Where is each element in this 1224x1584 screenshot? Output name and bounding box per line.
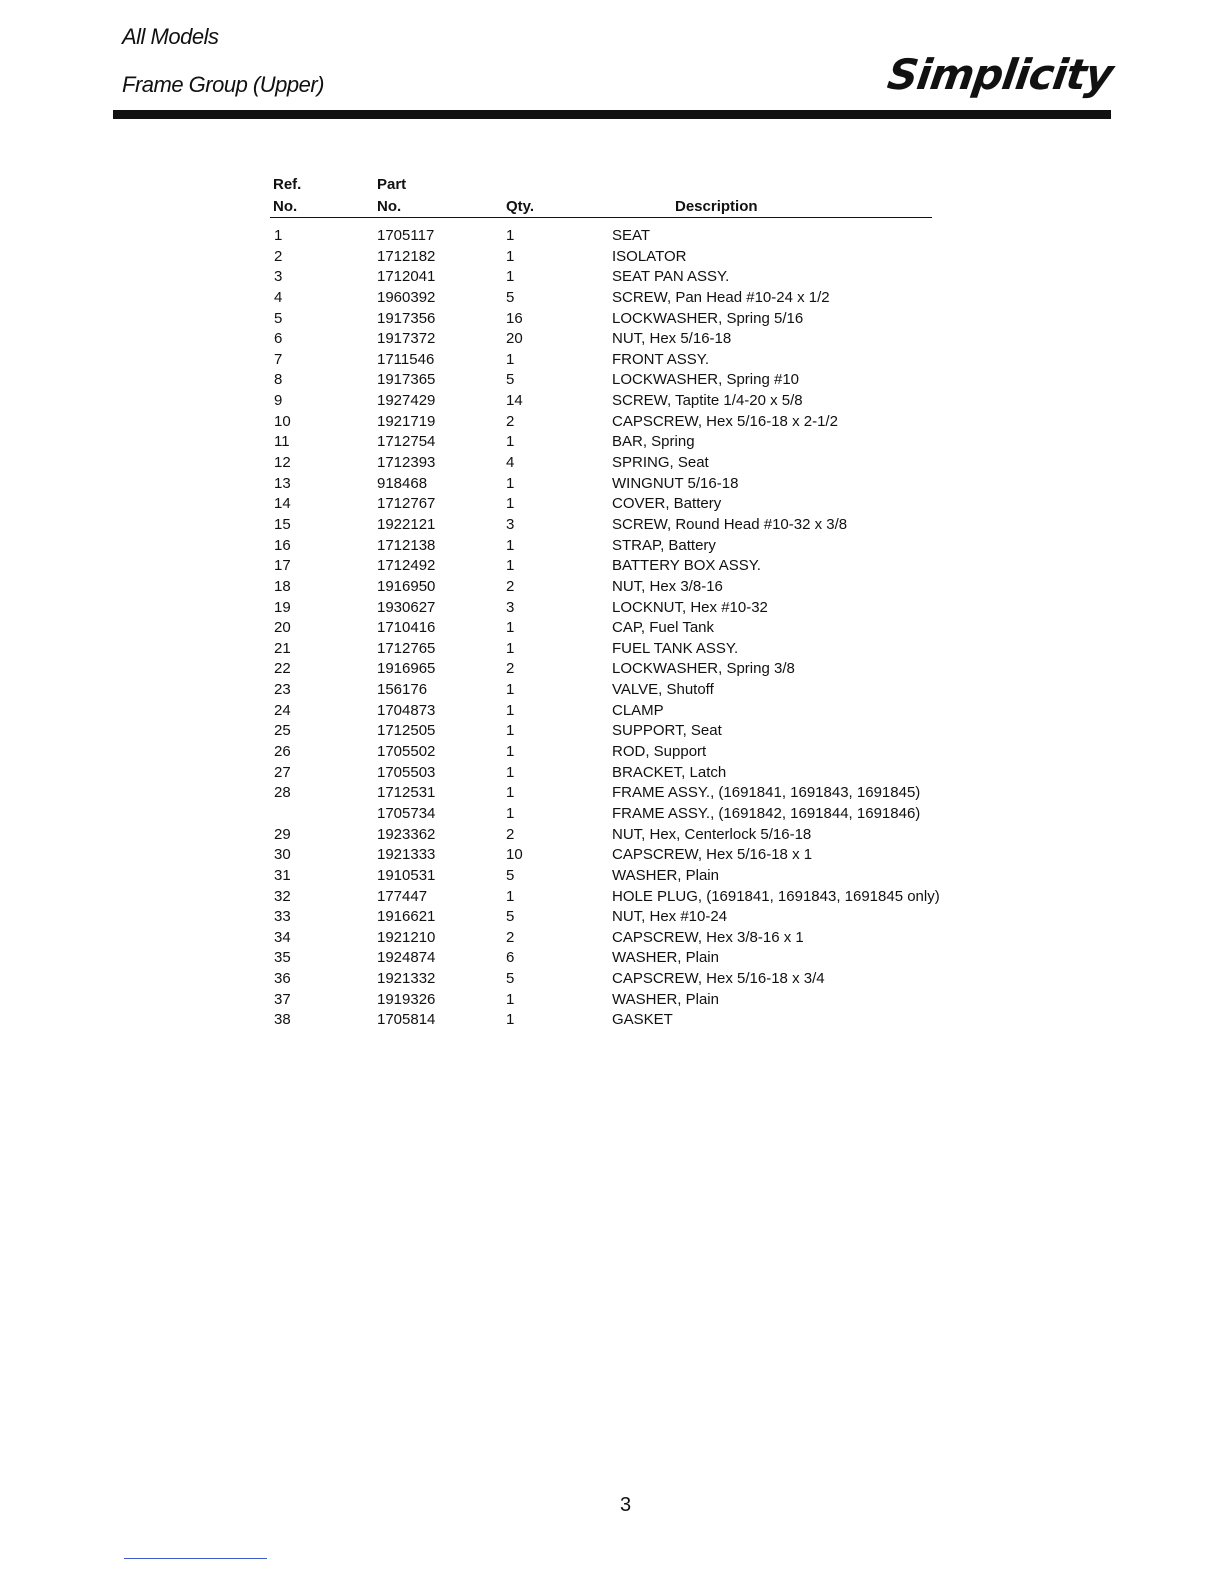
description-cell: SCREW, Pan Head #10-24 x 1/2 (612, 288, 830, 306)
ref-cell: 23 (274, 681, 291, 699)
ref-cell: 5 (274, 309, 283, 327)
qty-cell: 16 (506, 309, 523, 327)
description-cell: WINGNUT 5/16-18 (612, 474, 739, 492)
description-cell: ROD, Support (612, 743, 707, 761)
part-number-cell: 1917365 (377, 371, 436, 389)
qty-cell: 1 (506, 536, 515, 554)
table-row (270, 370, 970, 391)
qty-cell: 14 (506, 392, 523, 410)
part-number-cell: 1921333 (377, 846, 436, 864)
part-number-cell: 1704873 (377, 701, 436, 719)
ref-cell: 9 (274, 392, 283, 410)
qty-cell: 2 (506, 928, 515, 946)
table-row (270, 556, 970, 577)
table-row (270, 618, 970, 639)
part-number-cell: 1705734 (377, 804, 436, 822)
description-cell: CAPSCREW, Hex 5/16-18 x 2-1/2 (612, 412, 838, 430)
description-cell: NUT, Hex 5/16-18 (612, 330, 732, 348)
description-cell: BRACKET, Latch (612, 763, 727, 781)
part-number-cell: 1916950 (377, 577, 436, 595)
ref-cell: 37 (274, 990, 291, 1008)
ref-cell: 12 (274, 454, 291, 472)
ref-cell: 28 (274, 784, 291, 802)
qty-cell: 1 (506, 701, 515, 719)
description-cell: NUT, Hex 3/8-16 (612, 577, 723, 595)
description-cell: SEAT PAN ASSY. (612, 268, 730, 286)
ref-cell: 31 (274, 866, 291, 884)
table-row (270, 804, 970, 825)
table-body (270, 226, 970, 1031)
table-row (270, 329, 970, 350)
description-cell: CLAMP (612, 701, 664, 719)
qty-cell: 1 (506, 784, 515, 802)
ref-cell: 10 (274, 412, 291, 430)
table-row (270, 412, 970, 433)
ref-cell: 15 (274, 515, 291, 533)
qty-cell: 1 (506, 247, 515, 265)
ref-cell: 16 (274, 536, 291, 554)
part-number-cell: 1705503 (377, 763, 436, 781)
table-row (270, 659, 970, 680)
table-row (270, 1010, 970, 1031)
ref-cell: 13 (274, 474, 291, 492)
part-number-cell: 1924874 (377, 949, 436, 967)
qty-cell: 1 (506, 887, 515, 905)
part-number-cell: 1710416 (377, 619, 436, 637)
description-cell: CAPSCREW, Hex 5/16-18 x 3/4 (612, 970, 825, 988)
description-cell: BAR, Spring (612, 433, 695, 451)
description-cell: SCREW, Taptite 1/4-20 x 5/8 (612, 392, 803, 410)
qty-cell: 10 (506, 846, 523, 864)
ref-cell: 33 (274, 908, 291, 926)
description-cell: WASHER, Plain (612, 990, 719, 1008)
qty-cell: 6 (506, 949, 515, 967)
table-row (270, 309, 970, 330)
qty-cell: 1 (506, 722, 515, 740)
qty-cell: 1 (506, 1011, 515, 1029)
table-row (270, 928, 970, 949)
description-cell: VALVE, Shutoff (612, 681, 714, 699)
table-row (270, 783, 970, 804)
qty-cell: 1 (506, 495, 515, 513)
table-row (270, 866, 970, 887)
part-number-cell: 1960392 (377, 288, 436, 306)
table-row (270, 907, 970, 928)
description-cell: NUT, Hex, Centerlock 5/16-18 (612, 825, 812, 843)
description-cell: LOCKNUT, Hex #10-32 (612, 598, 768, 616)
qty-cell: 1 (506, 474, 515, 492)
table-row (270, 845, 970, 866)
description-cell: SEAT (612, 227, 651, 244)
table-row (270, 515, 970, 536)
ref-cell: 8 (274, 371, 283, 389)
header-ref-line2: No. (273, 198, 298, 215)
description-cell: CAPSCREW, Hex 3/8-16 x 1 (612, 928, 804, 946)
ref-cell: 17 (274, 557, 291, 575)
part-number-cell: 156176 (377, 681, 428, 699)
table-row (270, 990, 970, 1011)
part-number-cell: 1712138 (377, 536, 436, 554)
ref-cell: 4 (274, 288, 283, 306)
qty-cell: 1 (506, 681, 515, 699)
qty-cell: 1 (506, 804, 515, 822)
part-number-cell: 1712754 (377, 433, 436, 451)
header-description: Description (675, 198, 758, 215)
qty-cell: 1 (506, 268, 515, 286)
description-cell: SUPPORT, Seat (612, 722, 722, 740)
part-number-cell: 1712393 (377, 454, 436, 472)
ref-cell: 21 (274, 639, 291, 657)
qty-cell: 1 (506, 990, 515, 1008)
part-number-cell: 1921332 (377, 970, 436, 988)
header-group-title: Frame Group (Upper) (122, 72, 325, 97)
description-cell: SPRING, Seat (612, 454, 709, 472)
ref-cell: 24 (274, 701, 291, 719)
ref-cell: 29 (274, 825, 291, 843)
table-row (270, 742, 970, 763)
table-row (270, 763, 970, 784)
description-cell: CAPSCREW, Hex 5/16-18 x 1 (612, 846, 813, 864)
part-number-cell: 177447 (377, 887, 428, 905)
table-row (270, 598, 970, 619)
table-row (270, 887, 970, 908)
part-number-cell: 1712765 (377, 639, 436, 657)
part-number-cell: 1712492 (377, 557, 436, 575)
header-qty: Qty. (506, 198, 535, 215)
ref-cell: 27 (274, 763, 291, 781)
description-cell: WASHER, Plain (612, 866, 719, 884)
table-row (270, 825, 970, 846)
qty-cell: 5 (506, 371, 515, 389)
description-cell: STRAP, Battery (612, 536, 716, 554)
header-models: All Models (122, 24, 219, 49)
ref-cell: 20 (274, 619, 291, 637)
part-number-cell: 1910531 (377, 866, 436, 884)
qty-cell: 1 (506, 619, 515, 637)
ref-cell: 1 (274, 227, 283, 244)
qty-cell: 5 (506, 908, 515, 926)
table-row (270, 577, 970, 598)
description-cell: FUEL TANK ASSY. (612, 639, 739, 657)
part-number-cell: 1705814 (377, 1011, 436, 1029)
description-cell: NUT, Hex #10-24 (612, 908, 728, 926)
table-row (270, 247, 970, 268)
table-row (270, 680, 970, 701)
qty-cell: 2 (506, 660, 515, 678)
part-number-cell: 1705117 (377, 227, 435, 244)
part-number-cell: 1705502 (377, 743, 436, 761)
header-rule (113, 110, 1111, 119)
part-number-cell: 1916965 (377, 660, 436, 678)
ref-cell: 19 (274, 598, 291, 616)
header-underline (270, 217, 932, 218)
qty-cell: 5 (506, 288, 515, 306)
ref-cell: 36 (274, 970, 291, 988)
part-number-cell: 1711546 (377, 350, 435, 368)
ref-cell: 2 (274, 247, 283, 265)
ref-cell: 38 (274, 1011, 291, 1029)
description-cell: FRAME ASSY., (1691842, 1691844, 1691846) (612, 804, 921, 822)
table-row (270, 536, 970, 557)
footer-line (124, 1558, 267, 1559)
table-row (270, 432, 970, 453)
page-number: 3 (620, 1494, 632, 1516)
table-row (270, 948, 970, 969)
part-number-cell: 1712767 (377, 495, 436, 513)
qty-cell: 1 (506, 350, 515, 368)
part-number-cell: 1919326 (377, 990, 436, 1008)
part-number-cell: 1712182 (377, 247, 436, 265)
table-row (270, 226, 970, 247)
part-number-cell: 1917372 (377, 330, 436, 348)
table-row (270, 969, 970, 990)
part-number-cell: 1917356 (377, 309, 436, 327)
description-cell: FRAME ASSY., (1691841, 1691843, 1691845) (612, 784, 921, 802)
brand-logo: Simplicity (884, 50, 1116, 99)
description-cell: FRONT ASSY. (612, 350, 709, 368)
part-number-cell: 1927429 (377, 392, 436, 410)
qty-cell: 4 (506, 454, 515, 472)
description-cell: LOCKWASHER, Spring 5/16 (612, 309, 804, 327)
ref-cell: 26 (274, 743, 291, 761)
ref-cell: 22 (274, 660, 291, 678)
ref-cell: 6 (274, 330, 283, 348)
table-row (270, 721, 970, 742)
part-number-cell: 918468 (377, 474, 428, 492)
description-cell: CAP, Fuel Tank (612, 619, 715, 637)
qty-cell: 1 (506, 557, 515, 575)
qty-cell: 1 (506, 763, 515, 781)
qty-cell: 2 (506, 825, 515, 843)
table-row (270, 288, 970, 309)
table-row (270, 474, 970, 495)
qty-cell: 5 (506, 970, 515, 988)
qty-cell: 1 (506, 743, 515, 761)
table-row (270, 350, 970, 371)
ref-cell: 34 (274, 928, 291, 946)
ref-cell: 35 (274, 949, 291, 967)
description-cell: GASKET (612, 1011, 673, 1029)
ref-cell: 32 (274, 887, 291, 905)
part-number-cell: 1921719 (377, 412, 436, 430)
qty-cell: 1 (506, 639, 515, 657)
ref-cell: 25 (274, 722, 291, 740)
ref-cell: 7 (274, 350, 283, 368)
description-cell: HOLE PLUG, (1691841, 1691843, 1691845 only) (612, 887, 940, 905)
part-number-cell: 1712041 (377, 268, 436, 286)
qty-cell: 3 (506, 598, 515, 616)
qty-cell: 5 (506, 866, 515, 884)
ref-cell: 11 (274, 433, 290, 451)
qty-cell: 3 (506, 515, 515, 533)
qty-cell: 2 (506, 577, 515, 595)
description-cell: LOCKWASHER, Spring 3/8 (612, 660, 795, 678)
ref-cell: 3 (274, 268, 283, 286)
qty-cell: 2 (506, 412, 515, 430)
table-row (270, 701, 970, 722)
part-number-cell: 1916621 (377, 908, 436, 926)
table-row (270, 494, 970, 515)
header-part-line1: Part (377, 176, 407, 193)
table-row (270, 453, 970, 474)
description-cell: ISOLATOR (612, 247, 687, 265)
part-number-cell: 1712505 (377, 722, 436, 740)
ref-cell: 14 (274, 495, 291, 513)
part-number-cell: 1930627 (377, 598, 436, 616)
table-row (270, 391, 970, 412)
description-cell: COVER, Battery (612, 495, 722, 513)
qty-cell: 20 (506, 330, 523, 348)
description-cell: SCREW, Round Head #10-32 x 3/8 (612, 515, 848, 533)
part-number-cell: 1922121 (377, 515, 436, 533)
ref-cell: 18 (274, 577, 291, 595)
part-number-cell: 1923362 (377, 825, 436, 843)
header-ref-line1: Ref. (273, 176, 302, 193)
table-row (270, 267, 970, 288)
description-cell: LOCKWASHER, Spring #10 (612, 371, 800, 389)
part-number-cell: 1921210 (377, 928, 436, 946)
description-cell: WASHER, Plain (612, 949, 719, 967)
qty-cell: 1 (506, 227, 515, 244)
table-row (270, 639, 970, 660)
ref-cell: 30 (274, 846, 291, 864)
header-part-line2: No. (377, 198, 402, 215)
part-number-cell: 1712531 (377, 784, 436, 802)
qty-cell: 1 (506, 433, 515, 451)
description-cell: BATTERY BOX ASSY. (612, 557, 761, 575)
